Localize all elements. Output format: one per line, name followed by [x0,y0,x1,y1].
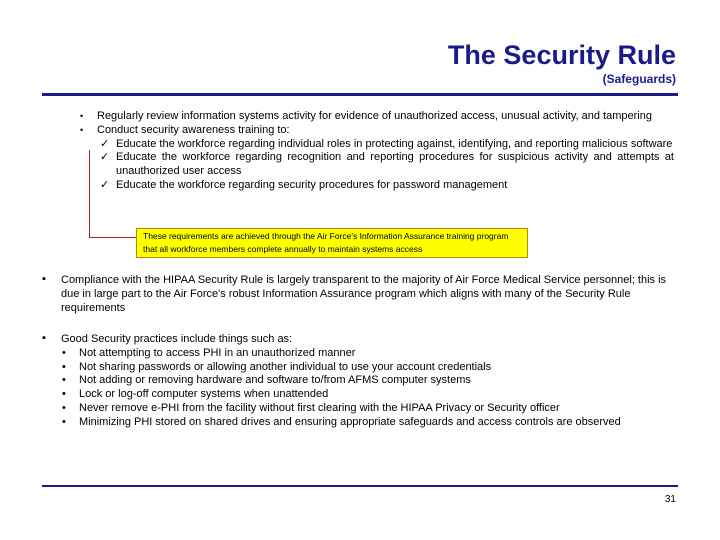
check-item-malicious-software [80,138,674,152]
info-assurance-callout: These requirements are achieved through the Air Force's Information Assurance training program that all workforce members complete annually to maintain systems access [136,228,528,258]
compliance-section [42,274,678,315]
checkmark-icon: ✓ [100,178,110,191]
practice-item [42,347,678,361]
check-item-text: Educate the workforce regarding recognition and reporting procedures for suspicious activity and attempts at unauthorized user access [116,151,674,178]
check-item-text: Educate the workforce regarding individual roles in protecting against, identifying, and reporting malicious software [116,137,673,150]
bullet-conduct-training [80,124,674,138]
bullet-icon: • [80,111,84,121]
bullet-icon: • [62,388,66,401]
bullet-icon: • [62,346,66,359]
practice-item [42,374,678,388]
callout-connector-vertical [89,150,90,237]
practice-item-text: Not adding or removing hardware and software to/from AFMS computer systems [79,374,471,387]
header-divider [42,93,678,96]
security-awareness-block [80,110,674,193]
practice-item-text: Not attempting to access PHI in an unauthorized manner [79,346,356,359]
bullet-icon: • [62,415,66,428]
check-item-text: Educate the workforce regarding security procedures for password management [116,178,508,191]
practice-item-text: Minimizing PHI stored on shared drives and ensuring appropriate safeguards and access controls are observed [79,415,621,428]
practice-item-text: Never remove e-PHI from the facility without first clearing with the HIPAA Privacy or Security officer [79,401,560,414]
security-practices-section [42,333,678,430]
square-bullet-icon: ▪ [42,273,46,285]
bullet-icon: • [62,401,66,414]
bullet-text: Regularly review information systems activity for evidence of unauthorized access, unusual activity, and tampering [97,110,652,122]
footer-divider [42,485,678,487]
slide-title: The Security Rule [447,40,676,70]
compliance-bullet [42,274,678,315]
checkmark-icon: ✓ [100,137,110,150]
check-item-suspicious-activity [80,151,674,179]
practice-item-text: Lock or log-off computer systems when unattended [79,388,329,401]
check-item-password-management [80,179,674,193]
bullet-icon: • [62,360,66,373]
practices-intro [42,333,678,347]
page-number: 31 [664,494,676,505]
slide-subtitle: (Safeguards) [602,72,676,86]
checkmark-icon: ✓ [100,151,110,164]
bullet-text: Conduct security awareness training to: [97,123,290,136]
bullet-icon: • [62,374,66,387]
compliance-text: Compliance with the HIPAA Security Rule is largely transparent to the majority of Air Force Medical Service personnel; this is due in large part to the Air Force's robust Information Assurance program which aligns with many of the Security Rule requirements [61,274,667,314]
practice-item [42,416,678,430]
practice-item [42,402,678,416]
practices-intro-text: Good Security practices include things such as: [61,333,293,345]
practice-item-text: Not sharing passwords or allowing another individual to use your account credentials [79,360,492,373]
callout-connector-horizontal [89,237,136,238]
practice-item [42,361,678,375]
bullet-icon: • [80,124,84,135]
bullet-review-activity [80,110,674,124]
practice-item [42,388,678,402]
square-bullet-icon: ▪ [42,332,46,344]
